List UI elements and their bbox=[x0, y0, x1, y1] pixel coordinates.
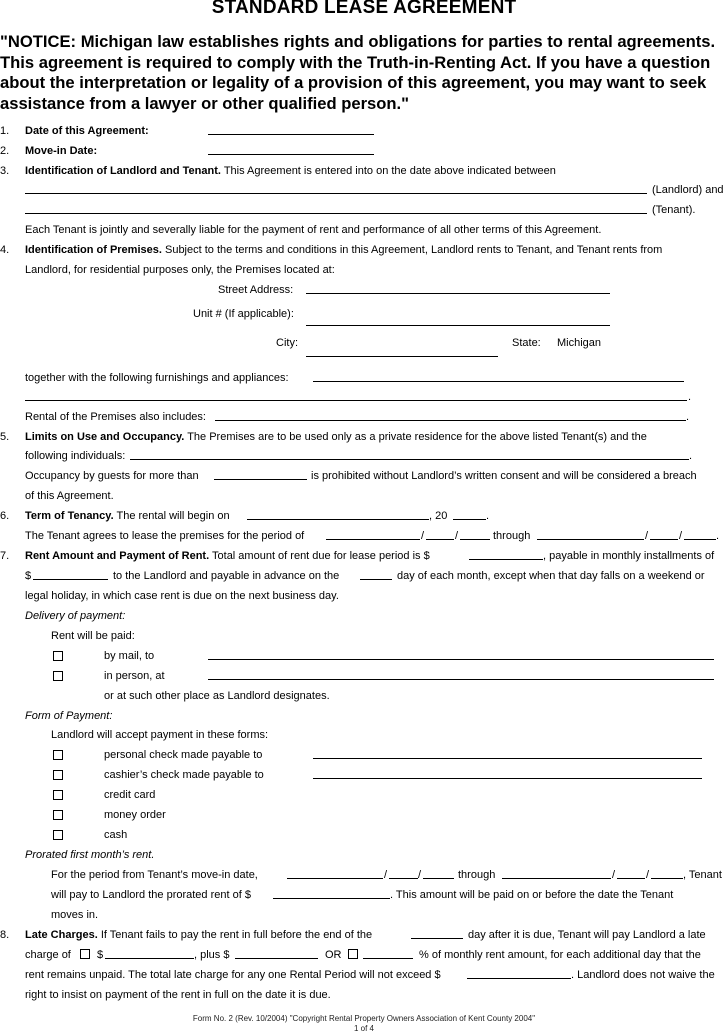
section-7-heading: Rent Amount and Payment of Rent. bbox=[25, 550, 210, 562]
period-start-day[interactable] bbox=[426, 529, 454, 540]
move-in-date-label: Move-in Date: bbox=[25, 145, 98, 157]
unit-field[interactable] bbox=[306, 315, 610, 326]
cashiers-check-checkbox[interactable] bbox=[53, 770, 63, 780]
section-3-heading: Identification of Landlord and Tenant. bbox=[25, 165, 221, 177]
prorated-end-year[interactable] bbox=[651, 868, 683, 879]
percent-field[interactable] bbox=[363, 948, 413, 959]
section-8-heading: Late Charges. bbox=[25, 929, 98, 941]
furnishings-field-2[interactable] bbox=[25, 390, 687, 401]
prorated-amount-field[interactable] bbox=[273, 888, 390, 899]
prorated-start-day[interactable] bbox=[389, 868, 418, 879]
lease-page: STANDARD LEASE AGREEMENT "NOTICE: Michigan law establishes rights and obligations for parties to rental agreements. This agreement is required to comply with the Truth-in-Renting Act. If you have a question about the interpretation or legality of a provision of this agreement, you may want to seek assistance from a lawyer or other qualified person." 1. Date of this Agreement: 2. Move-in Date: 3. Identification of Landlord and Tenant. This Agreement is entered into on the date above indicated between (Landlord) and (Tenant). Each Tenant is jointly and severally liable for the payment of rent and performance of all other terms of this Agreement. 4. Identification of Premises. Subject to the terms and conditions in this Agreement, Landlord rents to Tenant, and Tenant rents from Landlord, for residential purposes only, the Premises located at: Street Address: Unit # (If applicable): City: State: Michigan together with the following furnishings and appliances: . Rental of the Premises also includes: . 5. Limits on Use and Occupancy. The Premises are to be used only as a private residence for the above listed Tenant(s) and the following individuals: . Occupancy by guests for more than is prohibited without Landlord’s written consent and will be considered a breach of this Agreement. 6. Term of Tenancy. The rental will begin on , 20 . The Tenant agrees to lease the premises for the period of / / through / / . 7. Rent Amount and Payment of Rent. Total amount of rent due for lease period is $ , payable in monthly installments of $ to the Landlord and payable in advance on the day of each month, except when that day falls on a weekend or legal holiday, in which case rent is due on the next business day. Delivery of payment: Rent will be paid: by mail, to in person, at or at such other place as Landlord designates. Form of Payment: Landlord will accept payment in these forms: personal check made payable to cashier’s check made payable to credit card money order cash Prorated first month’s rent. For the period from Tenant’s move-in date, / / through / / , Tenant will pay to Landlord the prorated rent of $ . This amount will be paid on or before the date the Tenant moves in. 8. Late Charges. If Tenant fails to pay the rent in full before the end of the day after it is due, Tenant will pay Landlord a late charge of $ , plus $ OR % of monthly rent amount, for each additional day that the rent remains unpaid. The total late charge for any one Rental Period will not exceed $ . Landlord does not waive the right to insist on payment of the rent in full on the date it is due. Form No. 2 (Rev. 10/2004) "Copyright Rental Property Owners Association of Kent County 2004" 1 of 4 bbox=[0, 0, 728, 1033]
street-address-field[interactable] bbox=[306, 283, 610, 294]
personal-check-checkbox[interactable] bbox=[53, 750, 63, 760]
money-order-checkbox[interactable] bbox=[53, 810, 63, 820]
individuals-field[interactable] bbox=[130, 449, 689, 460]
person-address-field[interactable] bbox=[208, 669, 714, 680]
period-start-year[interactable] bbox=[460, 529, 490, 540]
section-4-heading: Identification of Premises. bbox=[25, 244, 162, 256]
move-in-date-field[interactable] bbox=[208, 144, 374, 155]
prorated-start-month[interactable] bbox=[287, 868, 383, 879]
flat-charge-field[interactable] bbox=[105, 948, 194, 959]
landlord-field[interactable] bbox=[25, 183, 647, 194]
section-6-heading: Term of Tenancy. bbox=[25, 510, 114, 522]
footer-copyright: Form No. 2 (Rev. 10/2004) "Copyright Rental Property Owners Association of Kent County 2004" bbox=[192, 1014, 536, 1023]
page-number: 1 of 4 bbox=[353, 1024, 374, 1033]
prorated-start-year[interactable] bbox=[423, 868, 454, 879]
cashiers-check-payee-field[interactable] bbox=[313, 768, 702, 779]
furnishings-field[interactable] bbox=[313, 371, 684, 382]
total-rent-field[interactable] bbox=[469, 549, 543, 560]
period-start-month[interactable] bbox=[326, 529, 420, 540]
prorated-end-day[interactable] bbox=[617, 868, 645, 879]
due-day-field[interactable] bbox=[360, 569, 392, 580]
tenant-field[interactable] bbox=[25, 203, 647, 214]
period-end-year[interactable] bbox=[684, 529, 716, 540]
late-day-field[interactable] bbox=[411, 928, 463, 939]
period-end-day[interactable] bbox=[650, 529, 678, 540]
begin-year-field[interactable] bbox=[453, 509, 486, 520]
includes-field[interactable] bbox=[215, 410, 686, 421]
guest-days-field[interactable] bbox=[214, 469, 307, 480]
monthly-installment-field[interactable] bbox=[33, 569, 108, 580]
date-of-agreement-field[interactable] bbox=[208, 124, 374, 135]
date-of-agreement-label: Date of this Agreement: bbox=[25, 125, 149, 137]
document-title: STANDARD LEASE AGREEMENT bbox=[211, 0, 517, 18]
cash-checkbox[interactable] bbox=[53, 830, 63, 840]
personal-check-payee-field[interactable] bbox=[313, 748, 702, 759]
city-field[interactable] bbox=[306, 346, 498, 357]
late-max-field[interactable] bbox=[467, 968, 571, 979]
section-5-heading: Limits on Use and Occupancy. bbox=[25, 431, 185, 443]
percent-charge-checkbox[interactable] bbox=[348, 949, 358, 959]
by-mail-checkbox[interactable] bbox=[53, 651, 63, 661]
prorated-end-month[interactable] bbox=[502, 868, 611, 879]
in-person-checkbox[interactable] bbox=[53, 671, 63, 681]
notice-paragraph: "NOTICE: Michigan law establishes rights and obligations for parties to rental agreements. This agreement is required to comply with the Truth-in-Renting Act. If you have a question about the interpretation or legality of a provision of this agreement, you may want to seek assistance from a lawyer or other qualified person." bbox=[0, 32, 716, 113]
mail-address-field[interactable] bbox=[208, 649, 714, 660]
credit-card-checkbox[interactable] bbox=[53, 790, 63, 800]
state-value: Michigan bbox=[557, 337, 602, 349]
begin-date-field[interactable] bbox=[247, 509, 429, 520]
flat-charge-checkbox[interactable] bbox=[80, 949, 90, 959]
period-end-month[interactable] bbox=[537, 529, 644, 540]
daily-charge-field[interactable] bbox=[235, 948, 318, 959]
